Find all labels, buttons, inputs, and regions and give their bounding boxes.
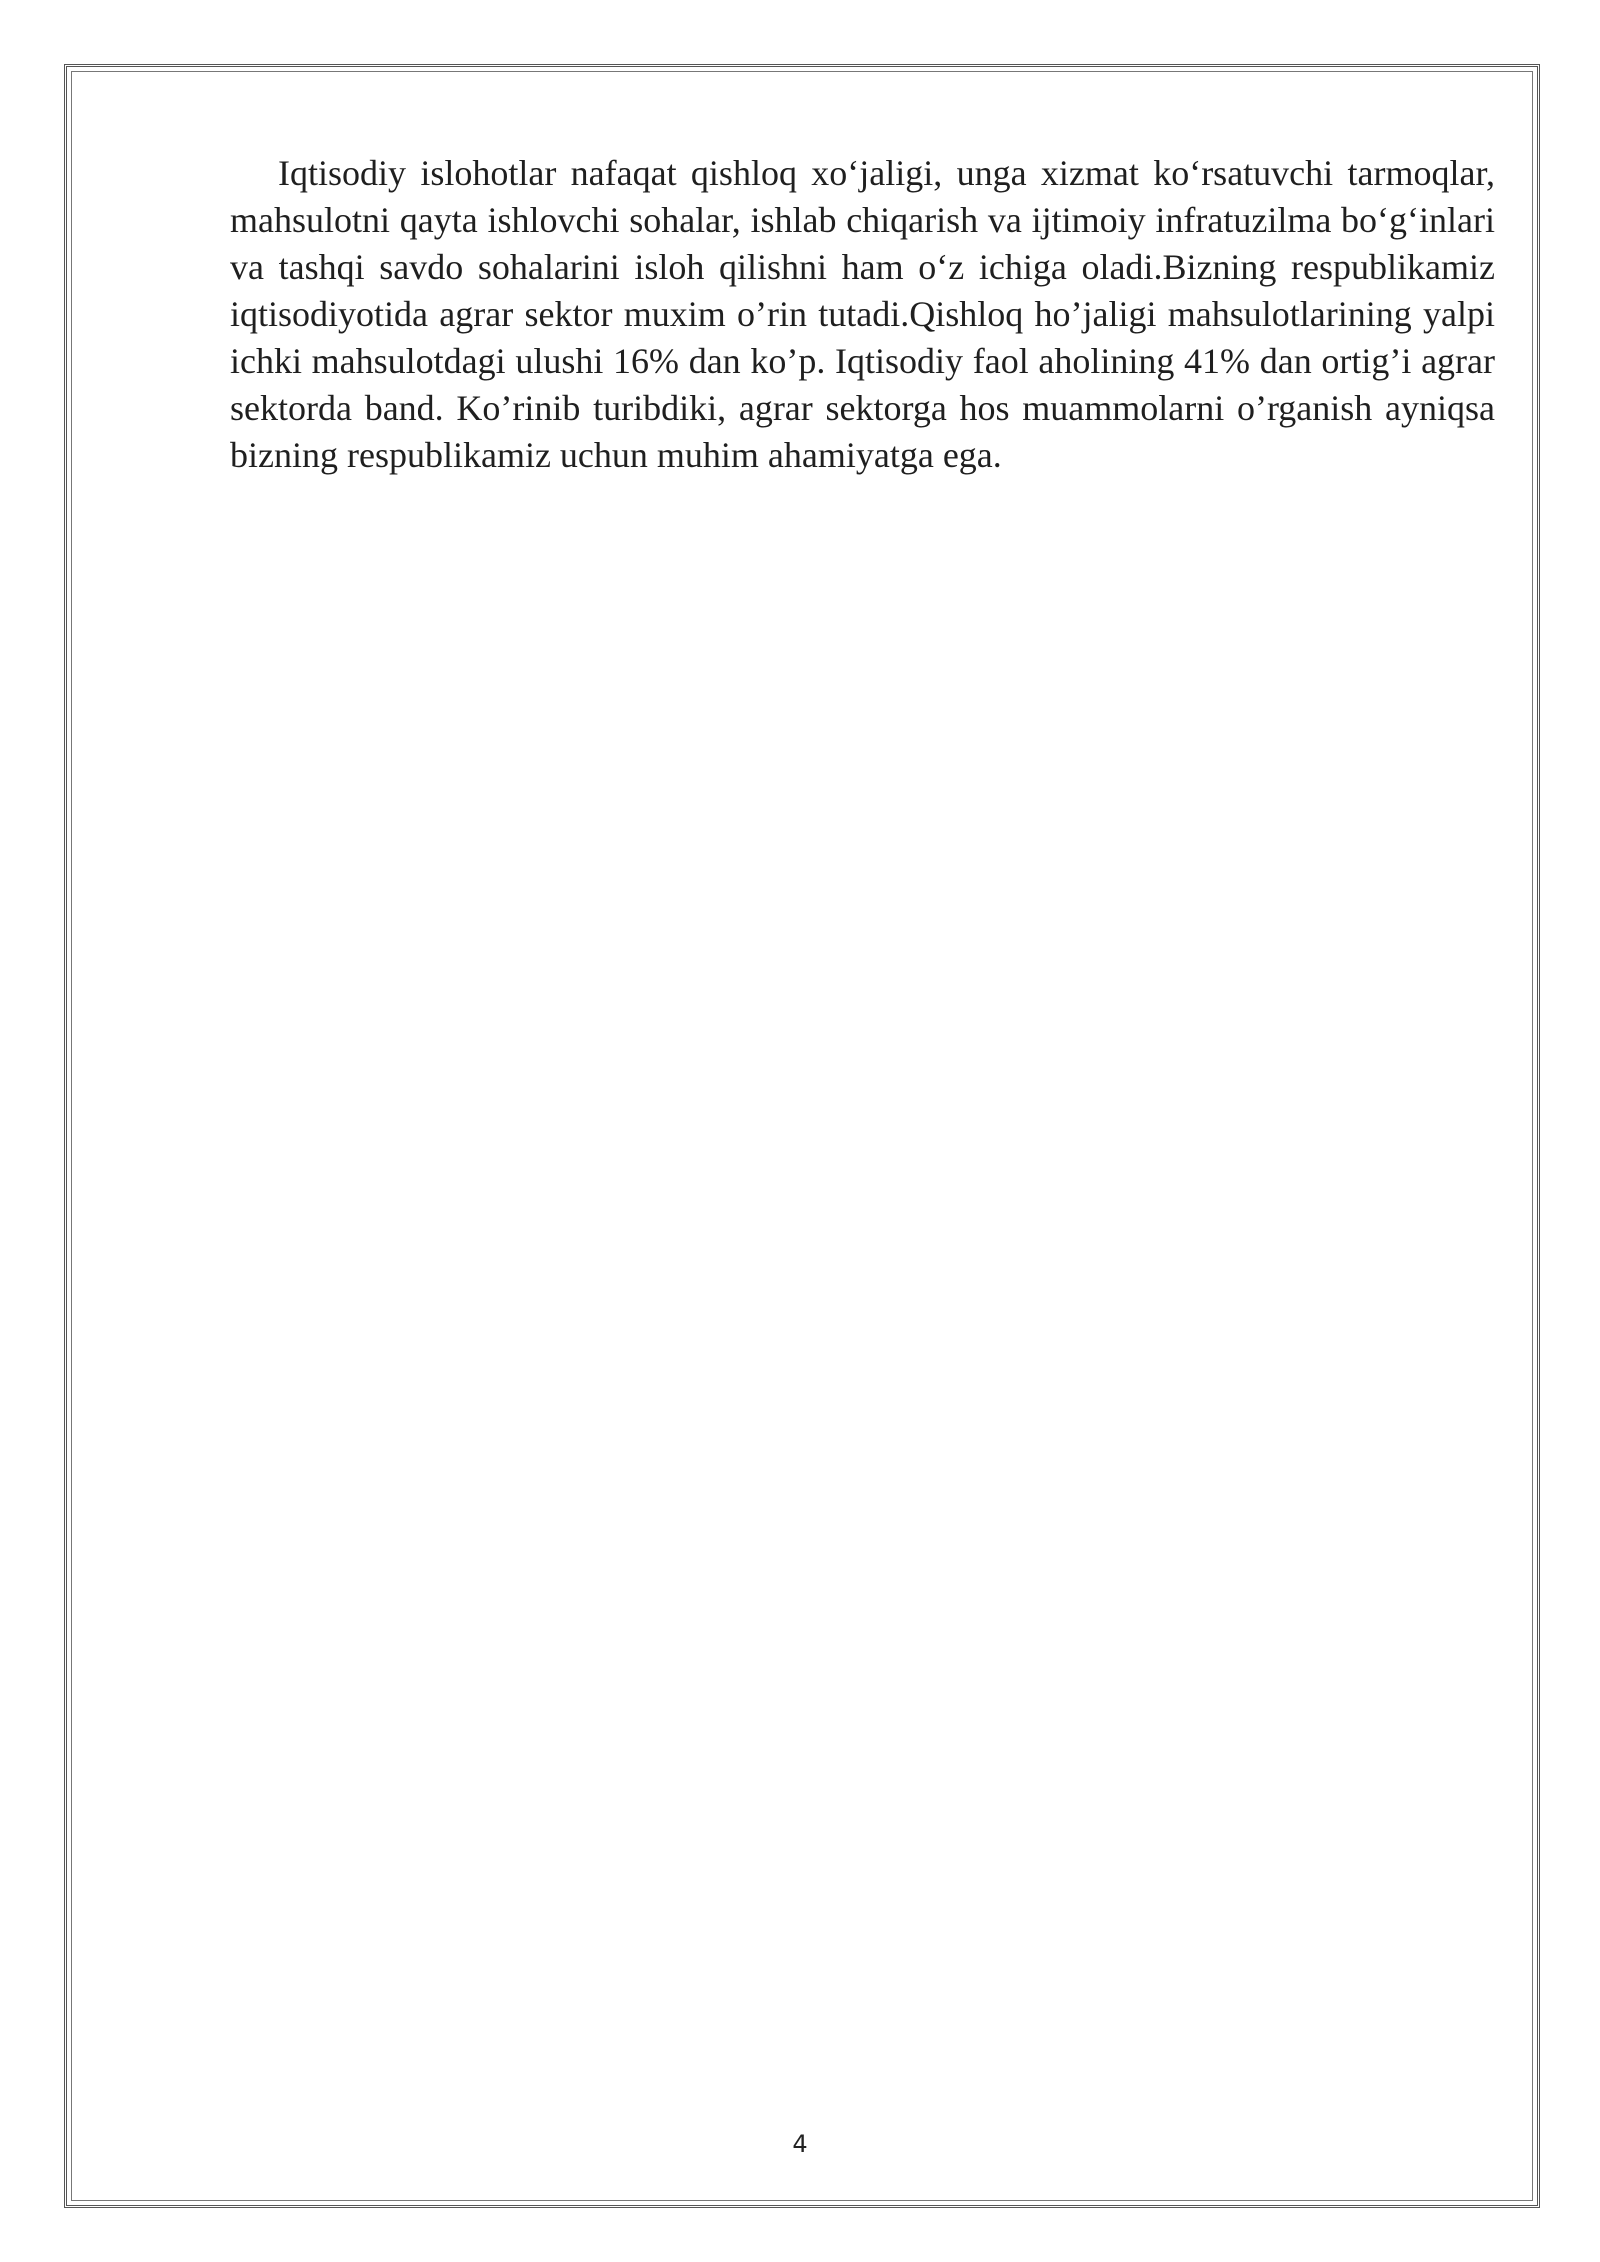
page-number: 4 <box>792 2130 808 2158</box>
body-paragraph: Iqtisodiy islohotlar nafaqat qishloq xo‘jaligi, unga xizmat ko‘rsatuvchi tarmoqlar, mahsulotni qayta ishlovchi sohalar, ishlab chiqarish va ijtimoiy infratuzilma bo‘g‘inlari va tashqi savdo sohalarini isloh qilishni ham o‘z ichiga oladi.Bizning respublikamiz iqtisodiyotida agrar sektor muxim o’rin tutadi.Qishloq ho’jaligi mahsulotlarining yalpi ichki mahsulotdagi ulushi 16% dan ko’p. Iqtisodiy faol aholining 41% dan ortig’i agrar sektorda band. Ko’rinib turibdiki, agrar sektorga hos muammolarni o’rganish ayniqsa bizning respublikamiz uchun muhim ahamiyatga ega. <box>230 153 1495 475</box>
